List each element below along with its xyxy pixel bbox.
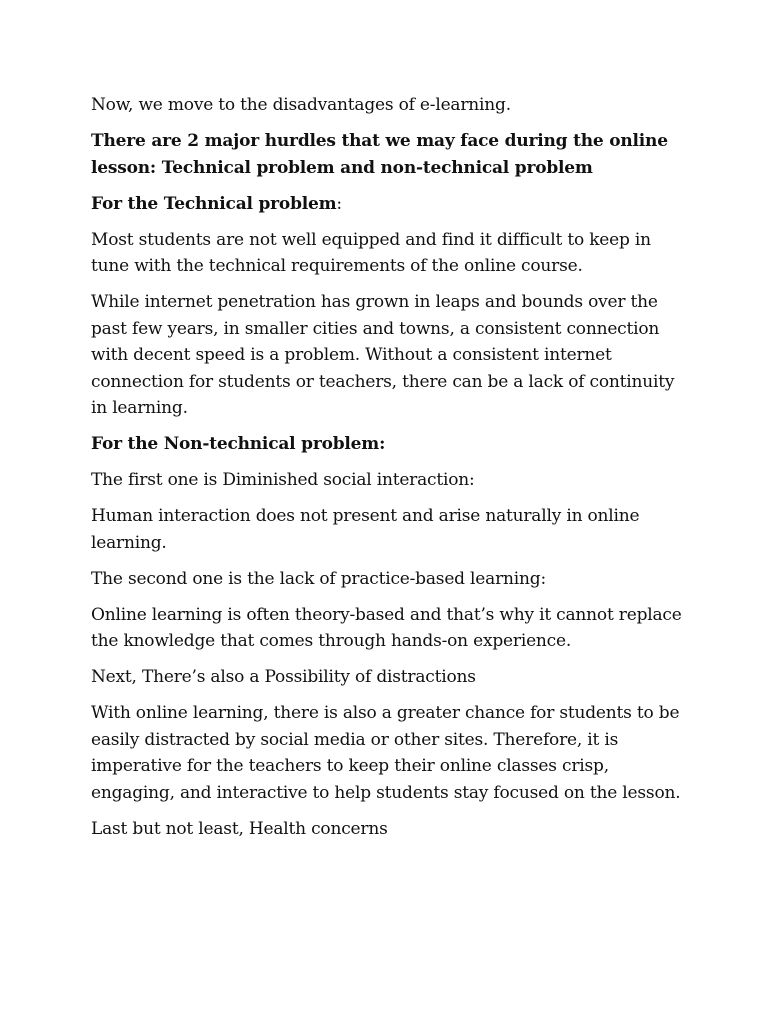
- paragraph-distractions: Next, There’s also a Possibility of distractions: [91, 667, 476, 687]
- heading-technical-problem-text: For the Technical problem: [91, 193, 337, 214]
- paragraph-intro: Now, we move to the disadvantages of e-learning.: [91, 95, 511, 115]
- heading-non-technical-problem: For the Non-technical problem:: [91, 434, 386, 454]
- heading-technical-problem: [91, 191, 691, 218]
- paragraph-not-equipped: Most students are not well equipped and find it difficult to keep in tune with the technical requirements of the online course.: [91, 229, 651, 276]
- paragraph-second-practice-based: The second one is the lack of practice-based learning:: [91, 568, 546, 589]
- paragraph-health-concerns: Last but not least, Health concerns: [91, 818, 388, 839]
- paragraph-greater-chance: With online learning, there is also a greater chance for students to be easily distracted by social media or other sites. Therefore, it is imperative for the teachers to keep their online classes crisp, engaging, and interactive to help students stay focused on the lesson.: [91, 703, 681, 803]
- paragraph-theory-based: Online learning is often theory-based and that’s why it cannot replace the knowledge that comes through hands-on experience.: [91, 604, 682, 651]
- heading-technical-problem-colon: :: [336, 193, 342, 214]
- paragraph-human-interaction: Human interaction does not present and arise naturally in online learning.: [91, 506, 640, 553]
- document-body: [91, 92, 691, 852]
- paragraph-first-social-interaction: The first one is Diminished social interaction:: [91, 470, 475, 490]
- paragraph-major-hurdles: There are 2 major hurdles that we may face during the online lesson: Technical problem and non-technical problem: [91, 131, 668, 178]
- paragraph-internet-penetration: While internet penetration has grown in leaps and bounds over the past few years, in smaller cities and towns, a consistent connection with decent speed is a problem. Without a consistent internet connection for students or teachers, there can be a lack of continuity in learning.: [91, 292, 675, 418]
